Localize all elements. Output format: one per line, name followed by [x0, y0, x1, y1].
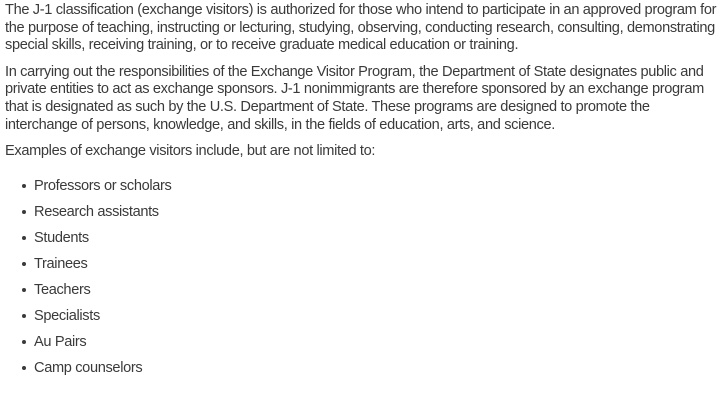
bullet-icon	[22, 288, 26, 292]
list-item-label: Specialists	[34, 307, 100, 324]
bullet-icon	[22, 366, 26, 370]
list-item-label: Au Pairs	[34, 333, 87, 350]
paragraph-j1-classification: The J-1 classification (exchange visitors) is authorized for those who intend to participate in an approved program for the purpose of teaching, instructing or lecturing, studying, observing, conducting research, consulting, demonstrating special skills, receiving training, or to receive graduate medical education or training.	[5, 2, 717, 54]
examples-intro: Examples of exchange visitors include, but are not limited to:	[5, 143, 376, 160]
list-item	[5, 251, 717, 277]
list-item-label: Teachers	[34, 281, 91, 298]
list-item	[5, 277, 717, 303]
examples-list	[5, 173, 717, 381]
list-item	[5, 303, 717, 329]
list-item-label: Students	[34, 229, 89, 246]
list-item	[5, 173, 717, 199]
bullet-icon	[22, 210, 26, 214]
list-item-label: Professors or scholars	[34, 177, 172, 194]
list-item-label: Trainees	[34, 255, 88, 272]
bullet-icon	[22, 340, 26, 344]
bullet-icon	[22, 184, 26, 188]
list-item	[5, 355, 717, 381]
list-item-label: Camp counselors	[34, 359, 143, 376]
list-item-label: Research assistants	[34, 203, 159, 220]
bullet-icon	[22, 262, 26, 266]
paragraph-exchange-visitor-program: In carrying out the responsibilities of the Exchange Visitor Program, the Department of State designates public and private entities to act as exchange sponsors. J-1 nonimmigrants are therefore sponsored by an exchange program that is designated as such by the U.S. Department of State. These programs are designed to promote the interchange of persons, knowledge, and skills, in the fields of education, arts, and science.	[5, 63, 704, 133]
bullet-icon	[22, 236, 26, 240]
list-item	[5, 199, 717, 225]
list-item	[5, 329, 717, 355]
list-item	[5, 225, 717, 251]
bullet-icon	[22, 314, 26, 318]
